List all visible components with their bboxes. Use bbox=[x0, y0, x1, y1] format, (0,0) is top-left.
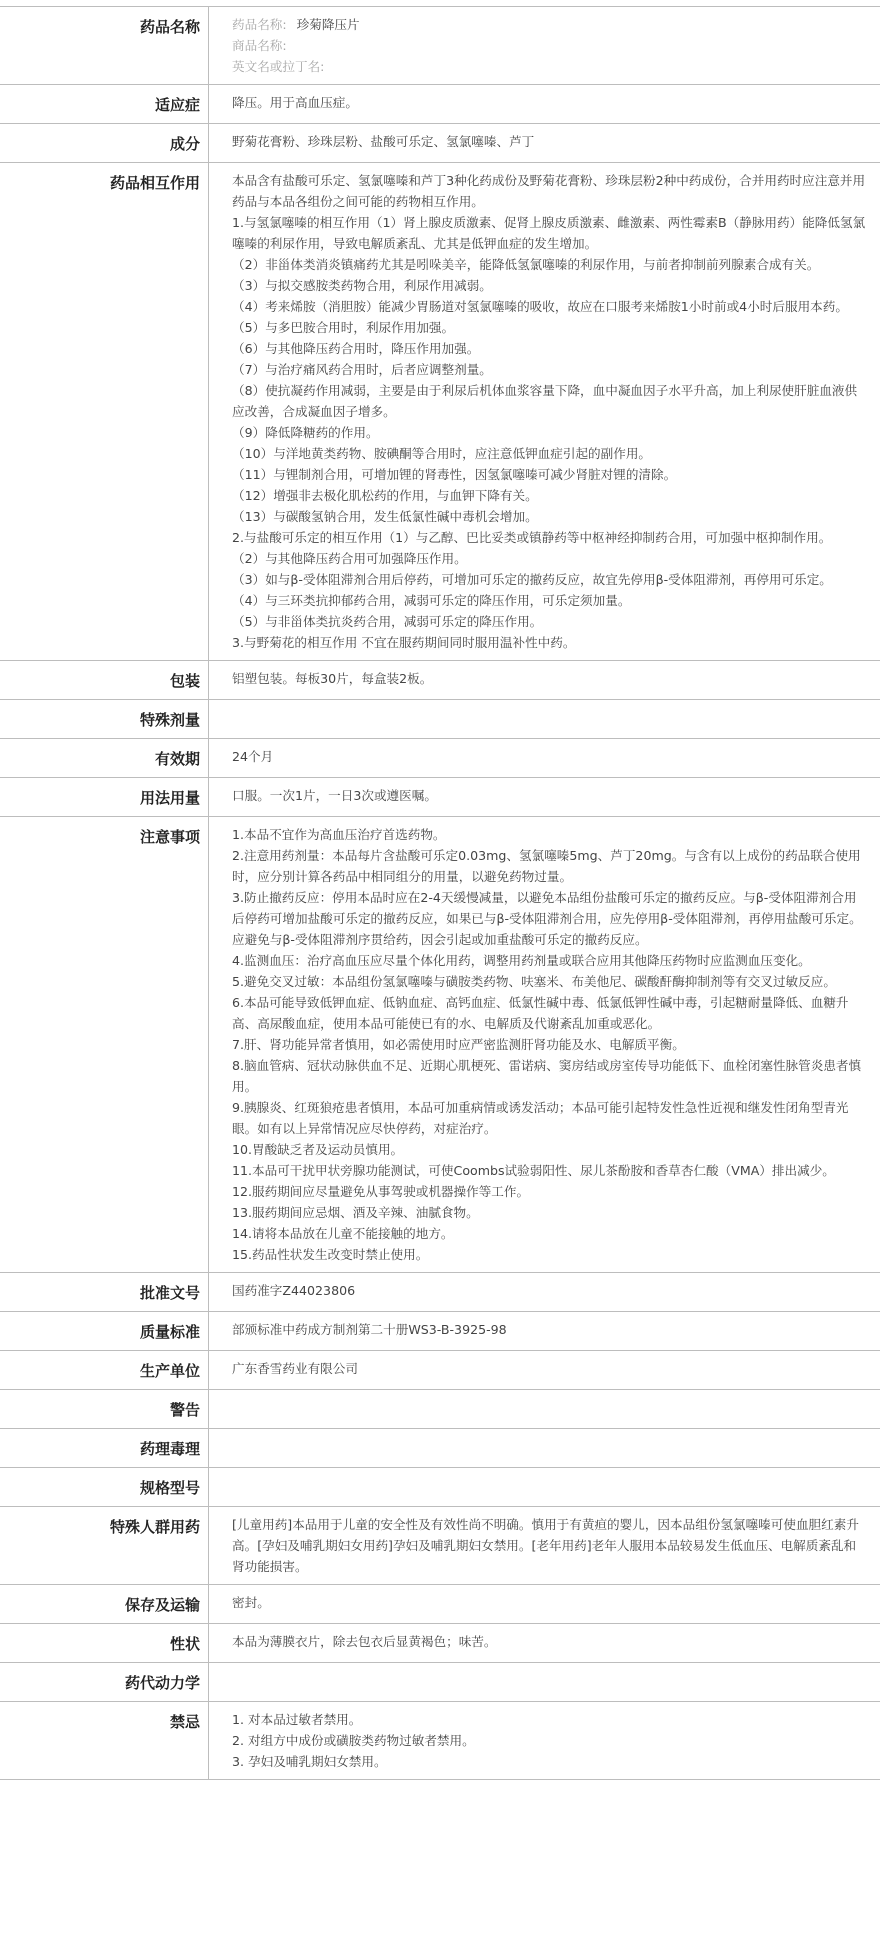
value-line: 7.肝、肾功能异常者慎用，如必需使用时应严密监测肝肾功能及水、电解质平衡。 bbox=[232, 1037, 685, 1052]
row-label: 用法用量 bbox=[0, 778, 209, 817]
value-line: 密封。 bbox=[232, 1595, 270, 1610]
row-value bbox=[209, 1585, 880, 1624]
name-field-key: 商品名称: bbox=[232, 38, 287, 53]
value-line: （5）与多巴胺合用时，利尿作用加强。 bbox=[232, 320, 455, 335]
value-line: 降压。用于高血压症。 bbox=[232, 95, 358, 110]
row-value bbox=[209, 1507, 880, 1585]
name-field-value: 珍菊降压片 bbox=[296, 17, 360, 32]
value-line: 4.监测血压：治疗高血压应尽量个体化用药，调整用药剂量或联合应用其他降压药物时应监测血压变化。 bbox=[232, 953, 811, 968]
value-line: 15.药品性状发生改变时禁止使用。 bbox=[232, 1247, 429, 1262]
value-line: （3）如与β-受体阻滞剂合用后停药，可增加可乐定的撤药反应，故宜先停用β-受体阻滞剂，再停用可乐定。 bbox=[232, 572, 832, 587]
value-line: 野菊花膏粉、珍珠层粉、盐酸可乐定、氢氯噻嗪、芦丁 bbox=[232, 134, 535, 149]
row-value bbox=[209, 7, 880, 85]
row-label: 特殊人群用药 bbox=[0, 1507, 209, 1585]
value-line: （10）与洋地黄类药物、胺碘酮等合用时，应注意低钾血症引起的副作用。 bbox=[232, 446, 652, 461]
value-line: 1. 对本品过敏者禁用。 bbox=[232, 1712, 362, 1727]
value-line: [儿童用药]本品用于儿童的安全性及有效性尚不明确。慎用于有黄疸的婴儿，因本品组份氢氯噻嗪可使血胆红素升高。[孕妇及哺乳期妇女用药]孕妇及哺乳期妇女禁用。[老年用药]老年人服用本品较易发生低血压、电解质紊乱和肾功能损害。 bbox=[232, 1517, 859, 1574]
contraindications-row bbox=[0, 1702, 880, 1780]
row-value bbox=[209, 1663, 880, 1702]
row-value bbox=[209, 1702, 880, 1780]
value-line: （7）与治疗痛风药合用时，后者应调整剂量。 bbox=[232, 362, 492, 377]
row-value bbox=[209, 739, 880, 778]
value-line: （3）与拟交感胺类药物合用，利尿作用减弱。 bbox=[232, 278, 492, 293]
row-label: 有效期 bbox=[0, 739, 209, 778]
value-line: 3.防止撤药反应：停用本品时应在2-4天缓慢减量，以避免本品组份盐酸可乐定的撤药反应。与β-受体阻滞剂合用后停药可增加盐酸可乐定的撤药反应，如果已与β-受体阻滞剂合用，应先停用β-受体阻滞剂，再停用盐酸可乐定。应避免与β-受体阻滞剂序贯给药，因会引起或加重盐酸可乐定的撤药反应。 bbox=[232, 890, 862, 947]
value-line: （5）与非甾体类抗炎药合用，减弱可乐定的降压作用。 bbox=[232, 614, 543, 629]
pharmacology-toxicology-row bbox=[0, 1429, 880, 1468]
row-label: 规格型号 bbox=[0, 1468, 209, 1507]
row-value bbox=[209, 817, 880, 1273]
row-value bbox=[209, 1429, 880, 1468]
row-label: 生产单位 bbox=[0, 1351, 209, 1390]
value-line: 14.请将本品放在儿童不能接触的地方。 bbox=[232, 1226, 454, 1241]
indications-row bbox=[0, 85, 880, 124]
spec-table-body bbox=[0, 7, 880, 1780]
row-value bbox=[209, 124, 880, 163]
expiry-row bbox=[0, 739, 880, 778]
value-line: 10.胃酸缺乏者及运动员慎用。 bbox=[232, 1142, 404, 1157]
row-value bbox=[209, 1468, 880, 1507]
value-line: 5.避免交叉过敏：本品组份氢氯噻嗪与磺胺类药物、呋塞米、布美他尼、碳酸酐酶抑制剂等有交叉过敏反应。 bbox=[232, 974, 836, 989]
name-field bbox=[232, 56, 868, 77]
value-line: 24个月 bbox=[232, 749, 274, 764]
row-label: 药理毒理 bbox=[0, 1429, 209, 1468]
value-line: 铝塑包装。每板30片，每盒装2板。 bbox=[232, 671, 433, 686]
row-value bbox=[209, 1624, 880, 1663]
value-line: （4）考来烯胺（消胆胺）能减少胃肠道对氢氯噻嗪的吸收，故应在口服考来烯胺1小时前或4小时后服用本药。 bbox=[232, 299, 848, 314]
packaging-row bbox=[0, 661, 880, 700]
storage-transport-row bbox=[0, 1585, 880, 1624]
row-label: 包装 bbox=[0, 661, 209, 700]
value-line: （8）使抗凝药作用减弱，主要是由于利尿后机体血浆容量下降，血中凝血因子水平升高，加上利尿使肝脏血液供应改善，合成凝血因子增多。 bbox=[232, 383, 858, 419]
value-line: （9）降低降糖药的作用。 bbox=[232, 425, 379, 440]
row-value bbox=[209, 85, 880, 124]
description-row bbox=[0, 1624, 880, 1663]
warnings-row bbox=[0, 1390, 880, 1429]
row-value bbox=[209, 1312, 880, 1351]
value-line: 本品含有盐酸可乐定、氢氯噻嗪和芦丁3种化药成份及野菊花膏粉、珍珠层粉2种中药成份，合并用药时应注意并用药品与本品各组份之间可能的药物相互作用。 bbox=[232, 173, 866, 209]
value-line: 2.注意用药剂量：本品每片含盐酸可乐定0.03mg、氢氯噻嗪5mg、芦丁20mg。与含有以上成份的药品联合使用时，应分别计算各药品中相同组分的用量，以避免药物过量。 bbox=[232, 848, 861, 884]
row-value bbox=[209, 1351, 880, 1390]
row-label: 药代动力学 bbox=[0, 1663, 209, 1702]
manufacturer-row bbox=[0, 1351, 880, 1390]
value-line: 1.本品不宜作为高血压治疗首选药物。 bbox=[232, 827, 446, 842]
row-label: 成分 bbox=[0, 124, 209, 163]
drug-interactions-row bbox=[0, 163, 880, 661]
row-value bbox=[209, 778, 880, 817]
row-label: 质量标准 bbox=[0, 1312, 209, 1351]
drug-name-row bbox=[0, 7, 880, 85]
value-line: 广东香雪药业有限公司 bbox=[232, 1361, 358, 1376]
value-line: 本品为薄膜衣片，除去包衣后显黄褐色；味苦。 bbox=[232, 1634, 497, 1649]
name-field bbox=[232, 14, 868, 35]
name-field-key: 药品名称: bbox=[232, 17, 287, 32]
row-value bbox=[209, 1273, 880, 1312]
row-label: 批准文号 bbox=[0, 1273, 209, 1312]
approval-number-row bbox=[0, 1273, 880, 1312]
value-line: （12）增强非去极化肌松药的作用，与血钾下降有关。 bbox=[232, 488, 538, 503]
value-line: 6.本品可能导致低钾血症、低钠血症、高钙血症、低氯性碱中毒、低氯低钾性碱中毒，引起糖耐量降低、血糖升高、高尿酸血症，使用本品可能使已有的水、电解质及代谢紊乱加重或恶化。 bbox=[232, 995, 849, 1031]
row-value bbox=[209, 163, 880, 661]
row-label: 注意事项 bbox=[0, 817, 209, 1273]
name-field bbox=[232, 35, 868, 56]
specification-row bbox=[0, 1468, 880, 1507]
value-line: （6）与其他降压药合用时，降压作用加强。 bbox=[232, 341, 480, 356]
value-line: 3.与野菊花的相互作用 不宜在服药期间同时服用温补性中药。 bbox=[232, 635, 576, 650]
value-line: 11.本品可干扰甲状旁腺功能测试，可使Coombs试验弱阳性、尿儿茶酚胺和香草杏仁酸（VMA）排出减少。 bbox=[232, 1163, 835, 1178]
value-line: 3. 孕妇及哺乳期妇女禁用。 bbox=[232, 1754, 387, 1769]
row-label: 适应症 bbox=[0, 85, 209, 124]
value-line: 9.胰腺炎、红斑狼疮患者慎用，本品可加重病情或诱发活动；本品可能引起特发性急性近视和继发性闭角型青光眼。如有以上异常情况应尽快停药，对症治疗。 bbox=[232, 1100, 849, 1136]
value-line: （4）与三环类抗抑郁药合用，减弱可乐定的降压作用，可乐定须加量。 bbox=[232, 593, 631, 608]
row-value bbox=[209, 661, 880, 700]
value-line: （13）与碳酸氢钠合用，发生低氯性碱中毒机会增加。 bbox=[232, 509, 538, 524]
row-label: 禁忌 bbox=[0, 1702, 209, 1780]
row-label: 保存及运输 bbox=[0, 1585, 209, 1624]
value-line: 国药准字Z44023806 bbox=[232, 1283, 356, 1298]
value-line: 12.服药期间应尽量避免从事驾驶或机器操作等工作。 bbox=[232, 1184, 530, 1199]
row-label: 警告 bbox=[0, 1390, 209, 1429]
value-line: 2.与盐酸可乐定的相互作用（1）与乙醇、巴比妥类或镇静药等中枢神经抑制药合用，可加强中枢抑制作用。 bbox=[232, 530, 832, 545]
ingredients-row bbox=[0, 124, 880, 163]
value-line: 1.与氢氯噻嗪的相互作用（1）肾上腺皮质激素、促肾上腺皮质激素、雌激素、两性霉素B（静脉用药）能降低氢氯噻嗪的利尿作用，导致电解质紊乱、尤其是低钾血症的发生增加。 bbox=[232, 215, 866, 251]
value-line: 2. 对组方中成份或磺胺类药物过敏者禁用。 bbox=[232, 1733, 475, 1748]
precautions-row bbox=[0, 817, 880, 1273]
row-label: 药品相互作用 bbox=[0, 163, 209, 661]
row-label: 药品名称 bbox=[0, 7, 209, 85]
value-line: 8.脑血管病、冠状动脉供血不足、近期心肌梗死、雷诺病、窦房结或房室传导功能低下、血栓闭塞性脉管炎患者慎用。 bbox=[232, 1058, 862, 1094]
quality-standard-row bbox=[0, 1312, 880, 1351]
name-field-key: 英文名或拉丁名: bbox=[232, 59, 325, 74]
special-dosage-row bbox=[0, 700, 880, 739]
row-value bbox=[209, 1390, 880, 1429]
value-line: （2）与其他降压药合用可加强降压作用。 bbox=[232, 551, 467, 566]
value-line: 部颁标准中药成方制剂第二十册WS3-B-3925-98 bbox=[232, 1322, 507, 1337]
value-line: 口服。一次1片，一日3次或遵医嘱。 bbox=[232, 788, 437, 803]
special-populations-row bbox=[0, 1507, 880, 1585]
row-value bbox=[209, 700, 880, 739]
usage-dosage-row bbox=[0, 778, 880, 817]
value-line: （11）与锂制剂合用，可增加锂的肾毒性，因氢氯噻嗪可减少肾脏对锂的清除。 bbox=[232, 467, 677, 482]
drug-spec-table bbox=[0, 6, 880, 1780]
row-label: 特殊剂量 bbox=[0, 700, 209, 739]
pharmacokinetics-row bbox=[0, 1663, 880, 1702]
value-line: 13.服药期间应忌烟、酒及辛辣、油腻食物。 bbox=[232, 1205, 479, 1220]
row-label: 性状 bbox=[0, 1624, 209, 1663]
value-line: （2）非甾体类消炎镇痛药尤其是吲哚美辛，能降低氢氯噻嗪的利尿作用，与前者抑制前列腺素合成有关。 bbox=[232, 257, 820, 272]
